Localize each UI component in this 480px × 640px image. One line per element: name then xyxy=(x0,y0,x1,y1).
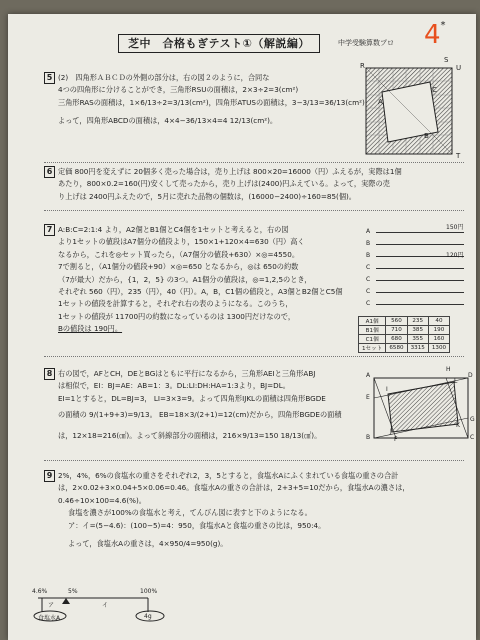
subtitle: 中学受験算数プロ xyxy=(338,39,394,47)
page-number-value: 4 xyxy=(424,20,441,50)
weight-label: 食塩水A xyxy=(38,615,61,622)
table-cell: 3315 xyxy=(407,344,428,353)
page-number-mark: * xyxy=(440,20,446,31)
fig-label: G xyxy=(470,416,475,423)
page-title: 芝中 合格もぎテスト①（解説編） xyxy=(118,34,320,53)
fig-label: D xyxy=(468,372,473,379)
fig-label: S xyxy=(444,56,449,64)
table-cell: 235 xyxy=(407,317,428,326)
question-6 xyxy=(44,166,402,203)
q7-line: より1セットの値段はA7個分の値段より，150×1+120×4=630（円）高く xyxy=(58,237,305,247)
table-cell: C1個 xyxy=(359,335,386,344)
table-cell: 190 xyxy=(428,326,449,335)
fig-label: U xyxy=(456,64,462,72)
parallelogram-figure xyxy=(366,366,476,444)
table-cell: 355 xyxy=(407,335,428,344)
table-cell: 6580 xyxy=(386,344,407,353)
segment-line xyxy=(376,292,464,293)
q7-line: それぞれ 560（円），235（円），40（円）。A，B，C1個の値段と，A3個とB2個とC5個 xyxy=(58,287,343,297)
fig-label: E xyxy=(366,394,370,401)
fig-label: I xyxy=(386,386,388,393)
q7-line: なるから，これを◎セット買ったら，（A7個分の値段+630）×◎=4550。 xyxy=(58,249,300,259)
question-5 xyxy=(44,72,365,128)
percent-label: 100% xyxy=(140,588,158,595)
fig-note: 150円 xyxy=(446,224,464,231)
table-cell: B1個 xyxy=(359,326,386,335)
fig-label: R xyxy=(360,62,365,70)
ratio-label: イ xyxy=(102,602,109,609)
fig-label: B xyxy=(366,434,371,441)
fig-label: K xyxy=(456,422,460,429)
q9-line: 2%，4%，6%の食塩水の重さをそれぞれ2，3，5とすると，食塩水Aにふくまれている食塩の重さの合計 xyxy=(58,471,399,480)
segment-line xyxy=(376,244,464,245)
q5-line: (2) 四角形ＡＢＣＤの外側の部分は，右の図２のように，合同な xyxy=(58,73,270,82)
q9-line: ア：イ=(5−4.6)：(100−5)=4：950，食塩水Aと食塩の重さの比は，950:4。 xyxy=(68,520,326,530)
q5-line: よって，四角形ABCDの面積は，4×4−36/13×4=4 12/13(cm²)。 xyxy=(58,116,278,126)
divider xyxy=(44,210,464,211)
fig-label: H xyxy=(446,366,451,373)
table-cell: 1300 xyxy=(428,344,449,353)
table-cell: 40 xyxy=(428,317,449,326)
question-number: 5 xyxy=(44,72,55,84)
price-table xyxy=(358,316,450,353)
fig-label: L xyxy=(454,378,458,385)
divider xyxy=(44,162,464,163)
segment-line xyxy=(376,232,464,233)
table-cell: 560 xyxy=(386,317,407,326)
q6-line: り上げは 2400円ふえたので，5月に売れた品物の個数は，(16000−2400)÷160=85(個)。 xyxy=(58,191,356,201)
question-number: 6 xyxy=(44,166,55,178)
answer-sheet xyxy=(8,14,476,640)
fig-label: C xyxy=(432,86,437,94)
q7-line: Bの値段は 190円。 xyxy=(58,324,123,334)
q8-line: EI=1とすると，DL=BJ=3， LI=3×3=9。よって四角形IJKLの面積は四角形BGDE xyxy=(58,393,326,403)
question-number: 7 xyxy=(44,224,55,236)
fig-label: C xyxy=(366,276,371,283)
fig-label: B xyxy=(366,240,371,247)
table-cell: 385 xyxy=(407,326,428,335)
fig-label: C xyxy=(366,288,371,295)
question-number: 8 xyxy=(44,368,55,380)
percent-label: 5% xyxy=(68,588,78,595)
percent-label: 4.6% xyxy=(32,588,48,595)
fig-label: A xyxy=(378,98,383,106)
table-cell: 680 xyxy=(386,335,407,344)
fig-label: A xyxy=(366,372,371,379)
question-number: 9 xyxy=(44,470,55,482)
q7-line: 1セットの値段が 11700円の約数になっているのは 1300円だけなので， xyxy=(58,311,296,321)
weight-label: 4g xyxy=(144,613,152,620)
fig-label: F xyxy=(394,436,398,443)
q9-line: は，2×0.02+3×0.04+5×0.06=0.46。食塩水Aの重さの合計は，2+3+5=10だから，食塩水Aの濃さは， xyxy=(58,483,410,493)
fig-label: B xyxy=(366,252,371,259)
fig-label: B xyxy=(424,132,429,140)
q6-line: あたり，800×0.2=160(円)安くして売ったから，売り上げは(2400)円ふえている。よって，実際の売 xyxy=(58,179,390,189)
segment-diagram xyxy=(366,224,472,316)
q8-line: の面積の 9/(1+9+3)=9/13。 EB=18×3/(2+1)=12(cm)だから，四角形BGDEの面積 xyxy=(58,410,342,420)
segment-line xyxy=(376,304,464,305)
q8-line: 右の図で，AFとCH，DEとBGはともに平行になるから，三角形AEIと三角形ABJ xyxy=(58,369,316,378)
q8-line: は，12×18=216(㎠)。よって斜線部分の面積は，216×9/13=150 18/13(㎠)。 xyxy=(58,430,322,440)
q7-line: 7で割ると，（A1個分の値段+90）×◎=650 となるから，◎は 650の約数 xyxy=(58,262,299,272)
segment-line xyxy=(376,268,464,269)
q7-line: （7が最大）だから，{1，2，5} の3つ。A1個分の値段は，◎=1,2,5のとき， xyxy=(58,274,312,284)
table-cell: 1セット xyxy=(359,344,386,353)
divider xyxy=(44,356,464,357)
fig-label: C xyxy=(366,264,371,271)
question-7 xyxy=(44,224,343,336)
page-number xyxy=(424,20,446,50)
q7-line: 1セットの値段を計算すると，それぞれ右の表のようになる。このうち， xyxy=(58,299,293,309)
table-cell: A1個 xyxy=(359,317,386,326)
square-figure xyxy=(360,56,464,162)
fig-label: T xyxy=(456,152,461,160)
divider xyxy=(44,460,464,461)
segment-line xyxy=(376,280,464,281)
q5-line: 三角形RASの面積は，1×6/13÷2=3/13(cm²)，四角形ATUSの面積は，3−3/13=36/13(cm²) xyxy=(58,97,365,107)
fig-note: 120円 xyxy=(446,252,464,259)
q9-line: よって，食塩水Aの重さは，4×950/4=950(g)。 xyxy=(68,539,228,549)
q9-line: 食塩を濃さが100%の食塩水と考え，てんびん図に表すと下のようになる。 xyxy=(68,508,312,518)
q7-line: A:B:C=2:1:4 より，A2個とB1個とC4個を1セットと考えると，右の図 xyxy=(58,225,289,234)
question-8 xyxy=(44,368,342,442)
q8-line: は相似で，EI：BJ=AE：AB=1：3。DL:LI:DH:HA=1:3より，BJ=DL。 xyxy=(58,381,290,391)
ratio-label: ア xyxy=(48,602,55,609)
q9-line: 0.46÷10×100=4.6(%)。 xyxy=(58,495,146,505)
fig-label: A xyxy=(366,228,371,235)
question-9 xyxy=(44,470,410,550)
q5-line: 4つの四角形に分けることができ，三角形RSUの面積は，2×3÷2=3(cm²) xyxy=(58,85,299,95)
table-cell: 710 xyxy=(386,326,407,335)
fig-label: C xyxy=(366,300,371,307)
fig-label: J xyxy=(390,428,392,435)
balance-diagram xyxy=(28,586,178,626)
q6-line: 定価 800円を変えずに 20個多く売った場合は，売り上げは 800×20=16000（円）ふえるが，実際は1個 xyxy=(58,167,402,176)
table-cell: 160 xyxy=(428,335,449,344)
fig-label: C xyxy=(470,434,475,441)
